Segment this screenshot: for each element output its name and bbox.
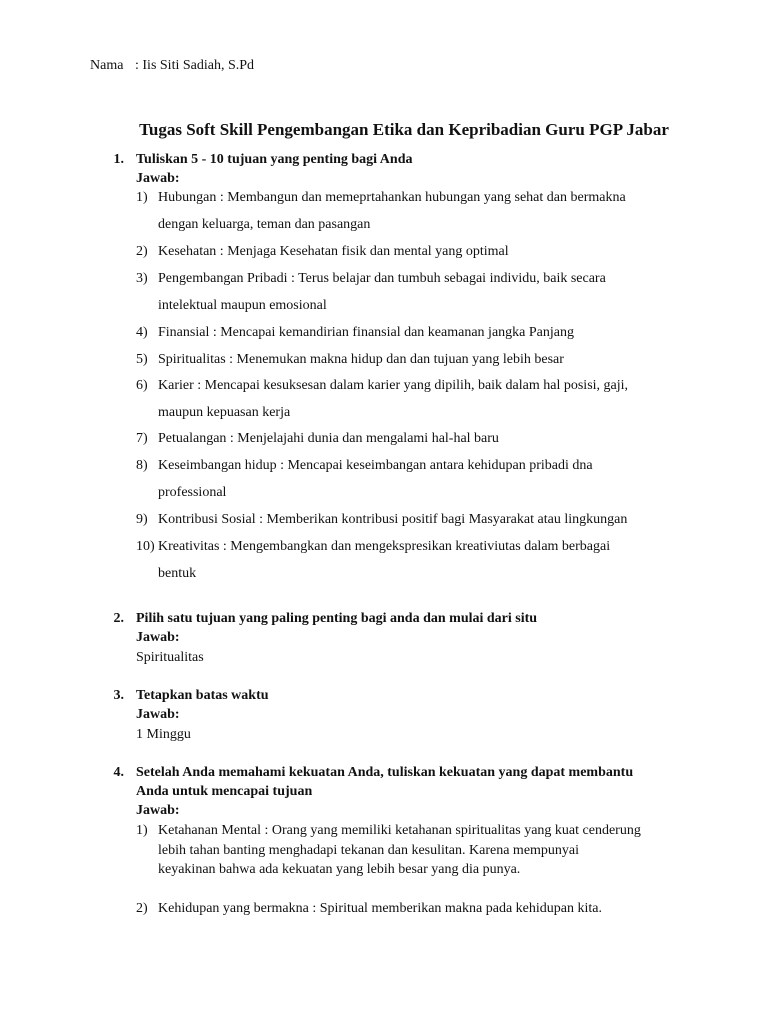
q4-question-line-2: Anda untuk mencapai tujuan: [136, 784, 313, 799]
q1-item-text: Pengembangan Pribadi : Terus belajar dan tumbuh sebagai individu, baik secara: [158, 271, 606, 286]
nama-label: Nama: [90, 58, 124, 73]
q1-item-number: 9): [136, 512, 148, 527]
q3-number: 3.: [113, 688, 124, 703]
nama-value: : Iis Siti Sadiah, S.Pd: [135, 58, 255, 73]
q1-item-number: 2): [136, 244, 148, 259]
q1-item-number: 5): [136, 352, 148, 367]
q1-item-text: Finansial : Mencapai kemandirian finansial dan keamanan jangka Panjang: [158, 325, 574, 340]
q1-item-number: 10): [136, 539, 155, 554]
q1-item-text: Spiritualitas : Menemukan makna hidup dan dan tujuan yang lebih besar: [158, 352, 564, 367]
q1-item-number: 8): [136, 458, 148, 473]
q1-item-number: 7): [136, 431, 148, 446]
q4-item-number: 1): [136, 823, 148, 838]
page-title: Tugas Soft Skill Pengembangan Etika dan Kepribadian Guru PGP Jabar: [139, 120, 669, 139]
q1-item-text: Kesehatan : Menjaga Kesehatan fisik dan mental yang optimal: [158, 244, 509, 259]
q4-item-text: Kehidupan yang bermakna : Spiritual memberikan makna pada kehidupan kita.: [158, 901, 602, 916]
q1-item-number: 6): [136, 378, 148, 393]
q4-question-line-1: Setelah Anda memahami kekuatan Anda, tuliskan kekuatan yang dapat membantu: [136, 765, 634, 780]
q4-item-text: Ketahanan Mental : Orang yang memiliki ketahanan spiritualitas yang kuat cenderung: [158, 823, 641, 838]
q1-item-text: maupun kepuasan kerja: [158, 405, 291, 420]
q1-item-text: Keseimbangan hidup : Mencapai keseimbangan antara kehidupan pribadi dna: [158, 458, 593, 473]
q1-item-text: Hubungan : Membangun dan memeprtahankan hubungan yang sehat dan bermakna: [158, 190, 626, 205]
q4-item-number: 2): [136, 901, 148, 916]
q4-number: 4.: [113, 765, 124, 780]
q2-question: Pilih satu tujuan yang paling penting bagi anda dan mulai dari situ: [136, 611, 538, 626]
q4-item-text: keyakinan bahwa ada kekuatan yang lebih besar yang dia punya.: [158, 862, 521, 877]
q1-item-text: intelektual maupun emosional: [158, 298, 327, 313]
q1-item-text: bentuk: [158, 566, 197, 581]
q1-item-number: 3): [136, 271, 148, 286]
q1-item-text: professional: [158, 485, 227, 500]
q1-item-text: Petualangan : Menjelajahi dunia dan mengalami hal-hal baru: [158, 431, 499, 446]
q1-question: Tuliskan 5 - 10 tujuan yang penting bagi Anda: [136, 152, 413, 167]
q3-answer: 1 Minggu: [136, 727, 191, 742]
q4-jawab-label: Jawab:: [136, 803, 180, 818]
q3-jawab-label: Jawab:: [136, 707, 180, 722]
q4-item-text: lebih tahan banting menghadapi tekanan dan kesulitan. Karena mempunyai: [158, 842, 580, 858]
q2-jawab-label: Jawab:: [136, 630, 180, 645]
q3-question: Tetapkan batas waktu: [136, 688, 269, 703]
q2-number: 2.: [113, 611, 124, 626]
q1-item-text: Karier : Mencapai kesuksesan dalam karier yang dipilih, baik dalam hal posisi, gaji,: [158, 378, 629, 393]
q1-item-text: Kontribusi Sosial : Memberikan kontribusi positif bagi Masyarakat atau lingkungan: [158, 512, 628, 527]
q1-item-number: 4): [136, 325, 148, 340]
q2-answer: Spiritualitas: [136, 650, 204, 665]
q1-item-text: Kreativitas : Mengembangkan dan mengekspresikan kreativiutas dalam berbagai: [158, 539, 611, 554]
q1-jawab-label: Jawab:: [136, 171, 180, 186]
q1-item-text: dengan keluarga, teman dan pasangan: [158, 217, 371, 232]
q1-item-number: 1): [136, 190, 148, 205]
q1-number: 1.: [113, 152, 124, 167]
